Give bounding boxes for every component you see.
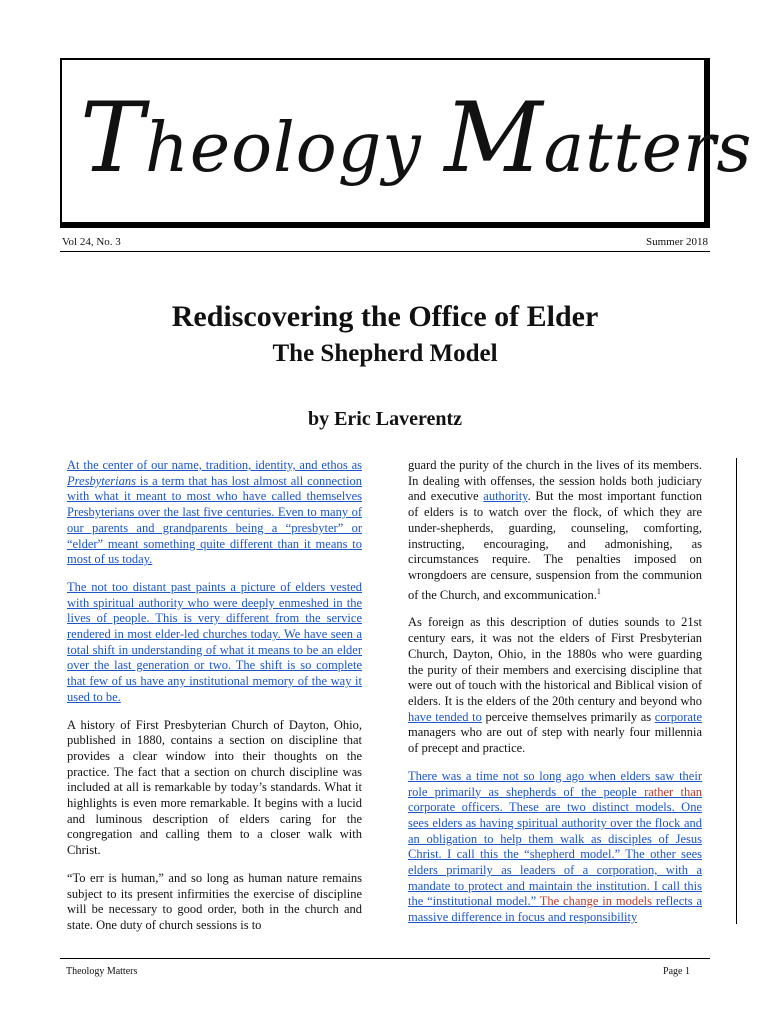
paragraph-3: A history of First Presbyterian Church of Dayton, Ohio, published in 1880, contains a section on discipline that provides a clear window into their thoughts on the practice. The fact that a section on church discipline was included at all is remarkable by today’s standards. What it highlights is even more remarkable. It begins with a lucid and luminous description of elders caring for the congregation and calling them to a closer walk with Christ. [67, 717, 362, 858]
volume-number: Vol 24, No. 3 [62, 236, 121, 248]
masthead-rule [60, 251, 710, 252]
issue-season: Summer 2018 [645, 236, 708, 248]
masthead-title: Theology Matters [80, 82, 753, 194]
footer-rule [60, 958, 710, 959]
right-column [408, 458, 702, 938]
paragraph-7: There was a time not so long ago when elders saw their role primarily as shepherds of the people rather than corporate officers. These are two distinct models. One sees elders as having spiritual authority over the flock and an obligation to help them walk as disciples of Jesus Christ. I call this the “shepherd model.” The other sees elders primarily as leaders of a corporation, with a mandate to protect and maintain the institution. I call this the “institutional model.” The change in models reflects a massive difference in focus and responsibility [408, 768, 703, 925]
article-title: Rediscovering the Office of Elder [171, 300, 599, 333]
footer-publication: Theology Matters [66, 966, 138, 977]
paragraph-5: guard the purity of the church in the lives of its members. In dealing with offenses, the session holds both judiciary and executive authority. But the most important function of elders is to watch over the flock, of which they are under-shepherds, guarding, counseling, comforting, instructing, encouraging, and admonishing, as circumstances require. The penalties imposed on wrongdoers are censure, suspension from the communion of the Church, and excommunication.$^1$ [408, 458, 702, 602]
masthead-box [60, 58, 753, 228]
paragraph-6: As foreign as this description of duties sounds to 21st century ears, it was not the elders of First Presbyterian Church, Dayton, Ohio, in the 1880s who were guarding the purity of their members and exercising discipline that were out of touch with the historical and Biblical vision of elders. It is the elders of the 20th century and beyond who have tended to perceive themselves primarily as corporate managers who are out of step with nearly four millennia of precept and practice. [408, 615, 702, 756]
paragraph-2: The not too distant past paints a picture of elders vested with spiritual authority who were deeply enmeshed in the lives of people. This is very different from the service rendered in most elder-led churches today. We have seen a total shift in understanding of what it means to be an elder over the last generation or two. The shift is so complete that few of us have any institutional memory of the way it used to be. [67, 579, 362, 704]
article-subtitle: The Shepherd Model [272, 340, 498, 367]
paragraph-4: “To err is human,” and so long as human nature remains subject to its present infirmities the exercise of discipline will be necessary to good order, both in the church and state. One duty of church sessions is to [67, 870, 362, 932]
paragraph-1: At the center of our name, tradition, identity, and ethos as Presbyterians is a term that has lost almost all connection with what it meant to most who have called themselves Presbyterians over the last five centuries. Even to many of our parents and grandparents being a “presbyter” or “elder” meant something quite different than it means to most of us today. [67, 458, 362, 567]
footer-page-number: Page 1 [663, 966, 690, 977]
article-byline: by Eric Laverentz [307, 408, 463, 430]
left-column [67, 458, 362, 946]
change-bar [736, 458, 737, 924]
